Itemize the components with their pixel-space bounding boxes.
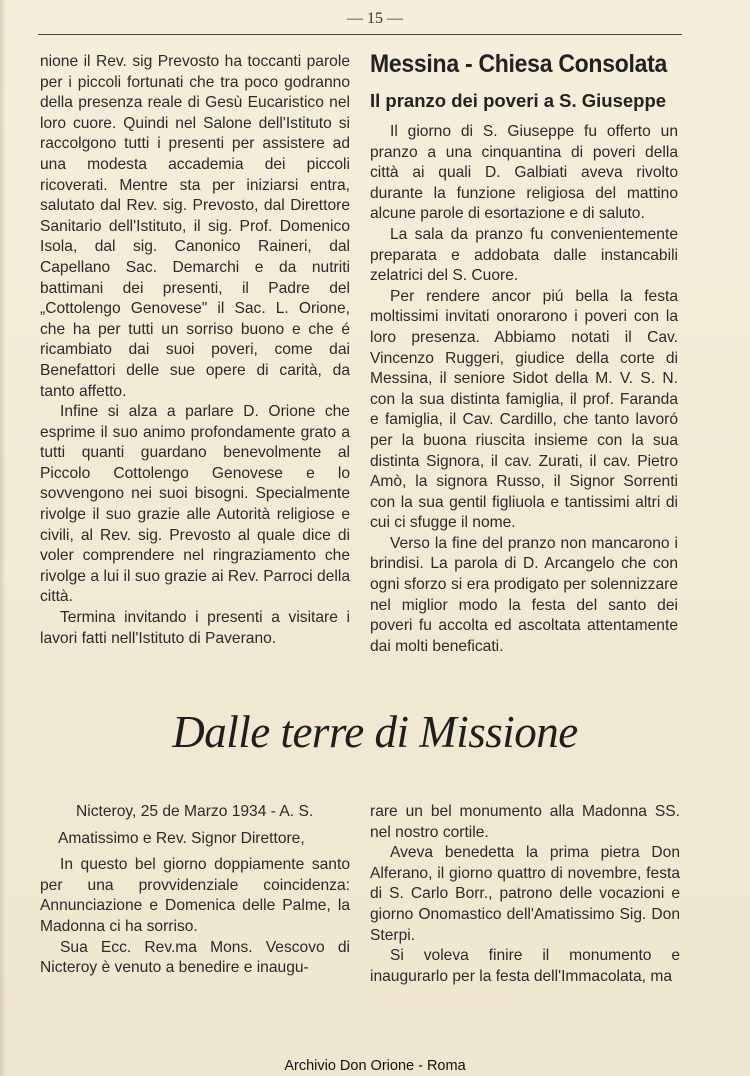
paragraph: nione il Rev. sig Prevosto ha toccanti parole per i piccoli fortunati che tra poco godranno della presenza reale di Gesù Eucaristico nel loro cuore. Quindi nel Salone dell'Istituto si raccolgono tutti i presenti per assistere ad una modesta accademia dei piccoli ricoverati. Mentre sta per iniziarsi entra, salutato dal Rev. sig. Prevosto, dal Direttore Sanitario dell'Istituto, il sig. Prof. Domenico Isola, dal sig. Canonico Raineri, dal Capellano Sac. Demarchi e da nutriti battimani dei presenti, il Padre del „Cottolengo Genovese" il Sac. L. Orione, che ha per tutti un sorriso buono e che é ricambiato dai suoi poveri, come dai Benefattori delle sue opere di carità, da tanto affetto. — [40, 53, 350, 400]
dateline: Nicteroy, 25 de Marzo 1934 - A. S. — [76, 803, 314, 820]
article-title: Messina - Chiesa Consolata — [370, 50, 668, 78]
header-rule — [38, 34, 682, 35]
paragraph: Infine si alza a parlare D. Orione che esprime il suo animo profondamente grato a tutti quanti guardano benevolmente al Piccolo Cottolengo Genovese e lo sovvengono nei suoi bisogni. Specialmente rivolge il suo grazie alle Autorità religiose e civili, al Rev. sig. Prevosto al quale dice di voler comprendere nel ringraziamento che rivolge a lui il suo grazie ai Rev. Parroci della città. — [40, 403, 350, 606]
section-title: Dalle terre di Missione — [172, 707, 578, 757]
paragraph: Sua Ecc. Rev.ma Mons. Vescovo di Nicteroy è venuto a benedire e inaugu- — [40, 938, 350, 977]
left-column-bottom — [40, 802, 350, 979]
paragraph: Si voleva finire il monumento e inaugurarlo per la festa dell'Immacolata, ma — [370, 947, 680, 985]
paragraph: Verso la fine del pranzo non mancarono i brindisi. La parola di D. Arcangelo che con ogni sforzo si era prodigato per solennizzare nel miglior modo la festa del santo dei poveri fu accolta ed ascoltata attentamente dai molti beneficati. — [370, 534, 678, 655]
page-number: — 15 — — [347, 10, 403, 27]
paragraph-continuation: rare un bel monumento alla Madonna SS. nel nostro cortile. — [370, 803, 680, 841]
page-edge — [0, 0, 6, 1076]
article-subtitle: Il pranzo dei poveri a S. Giuseppe — [370, 90, 667, 111]
paragraph: Termina invitando i presenti a visitare i lavori fatti nell'Istituto di Paverano. — [40, 609, 350, 647]
paragraph: Per rendere ancor piú bella la festa moltissimi invitati onorarono i poveri con la loro presenza. Abbiamo notati il Cav. Vincenzo Ruggeri, giudice della corte di Messina, il seniore Sidot della M. V. S. N. con la sua distinta famiglia, il prof. Faranda e famiglia, il Cav. Cardillo, che tanto lavoró per la buona riuscita insieme con la sua distinta Signora, il cav. Zurati, il cav. Pietro Amò, la signora Russo, il Signor Sorrenti con la sua gentil figliuola e tantissimi altri di cui ci sfugge il nome. — [370, 287, 678, 532]
paragraph: La sala da pranzo fu convenientemente preparata e addobata dalle instancabili zelatrici del S. Cuore. — [370, 225, 678, 285]
right-column-top — [370, 122, 678, 657]
salutation: Amatissimo e Rev. Signor Direttore, — [58, 829, 305, 847]
paragraph: Aveva benedetta la prima pietra Don Alferano, il giorno quattro di novembre, festa di S. Carlo Borr., patrono delle vocazioni e giorno Onomastico dell'Amatissimo Sig. Don Sterpi. — [370, 844, 680, 944]
paragraph: Il giorno di S. Giuseppe fu offerto un pranzo a una cinquantina di poveri della città ai quali D. Galbiati aveva rivolto durante la funzione religiosa del mattino alcune parole di esortazione e di saluto. — [370, 123, 678, 223]
paragraph: In questo bel giorno doppiamente santo per una provvidenziale coincidenza: Annunciazione e Domenica delle Palme, la Madonna ci ha sorriso. — [40, 856, 350, 935]
right-column-bottom — [370, 802, 680, 987]
left-column-top — [40, 52, 350, 649]
archive-footer: Archivio Don Orione - Roma — [284, 1058, 466, 1074]
